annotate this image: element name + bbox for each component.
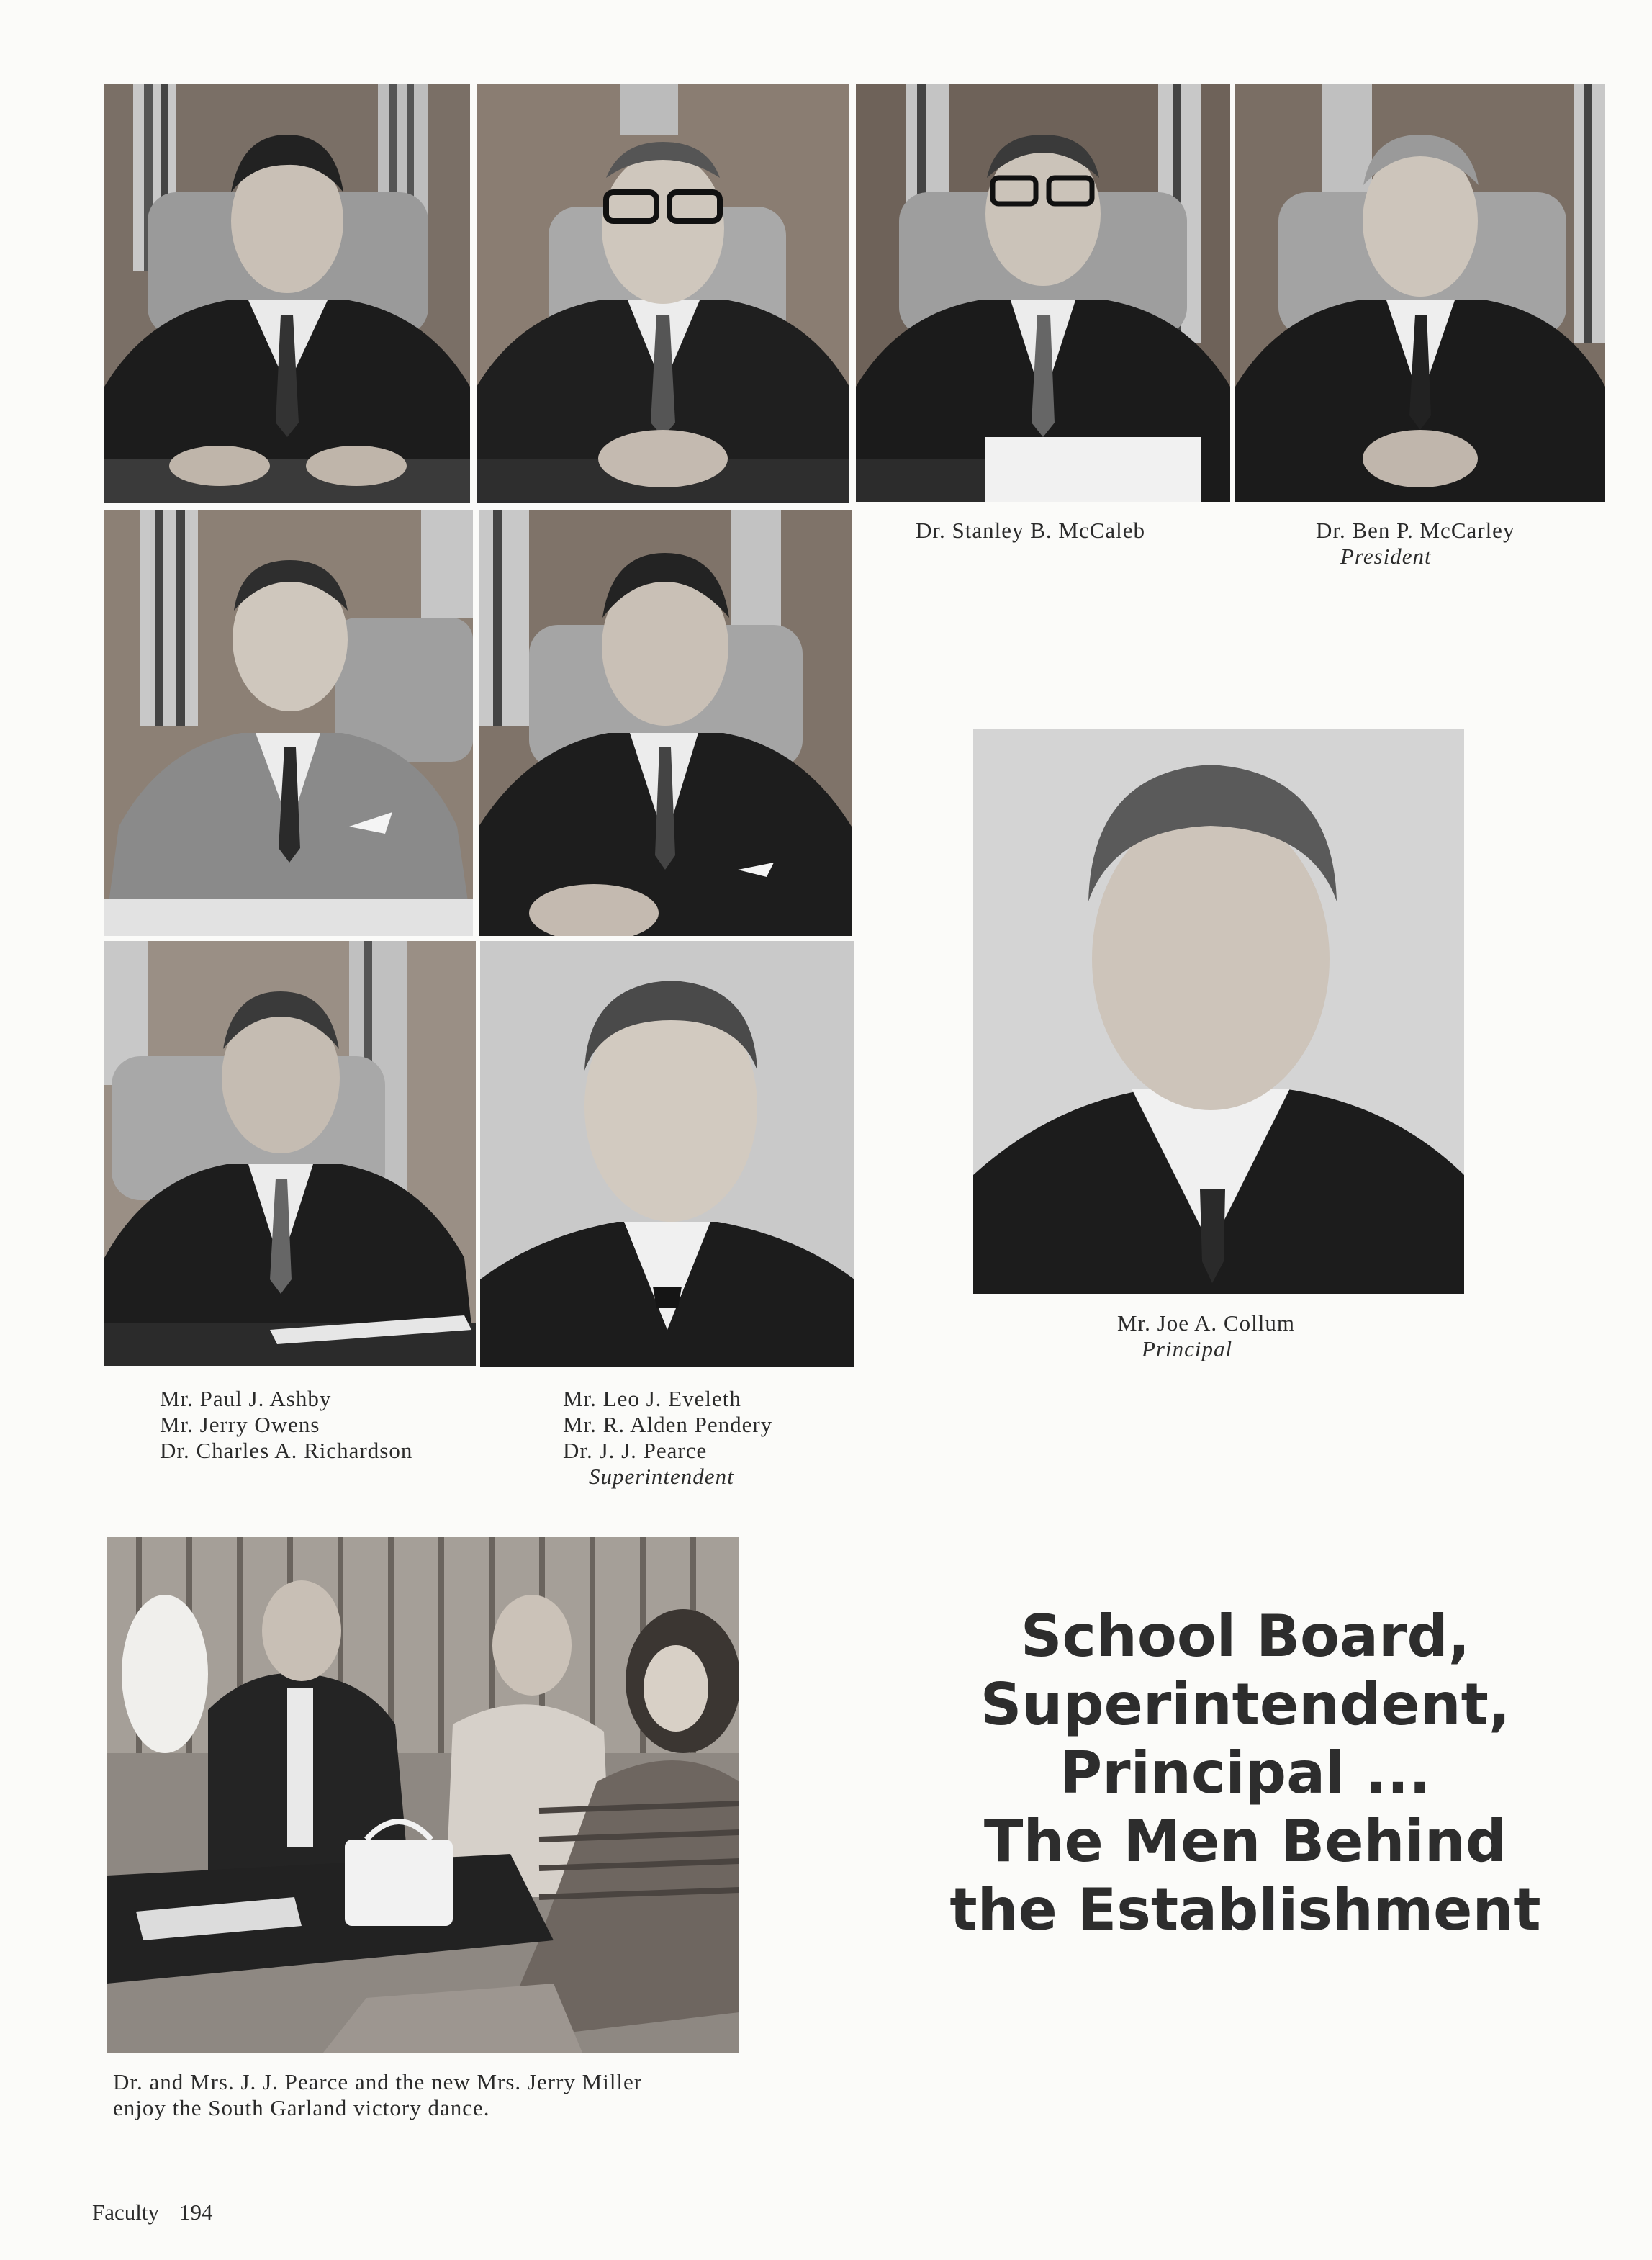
caption-mccarley-name: Dr. Ben P. McCarley <box>1316 518 1515 543</box>
caption-mccaleb <box>916 518 1145 544</box>
headline-line: the Establishment <box>949 1876 1541 1943</box>
caption-line: enjoy the South Garland victory dance. <box>113 2095 490 2120</box>
headline-line: School Board, <box>1020 1603 1471 1670</box>
caption-line: Mr. R. Alden Pendery <box>563 1412 773 1437</box>
headline-line: The Men Behind <box>983 1808 1507 1875</box>
caption-line: Mr. Jerry Owens <box>160 1412 320 1437</box>
headline-line: Principal ... <box>1060 1739 1431 1806</box>
caption-collum-name: Mr. Joe A. Collum <box>1117 1310 1295 1336</box>
caption-left-column <box>160 1386 412 1464</box>
caption-middle-column <box>563 1386 772 1490</box>
caption-mccaleb-name: Dr. Stanley B. McCaleb <box>916 518 1146 543</box>
caption-line: Mr. Leo J. Eveleth <box>563 1386 741 1411</box>
caption-collum <box>1117 1310 1295 1362</box>
caption-mccarley <box>1316 518 1515 569</box>
caption-line: Mr. Paul J. Ashby <box>160 1386 332 1411</box>
portrait-photo-ashby <box>104 84 470 503</box>
portrait-photo-pearce <box>480 941 854 1367</box>
portrait-photo-eveleth <box>479 510 852 936</box>
folio-section: Faculty <box>92 2200 159 2225</box>
portrait-photo-collum <box>973 729 1464 1294</box>
dance-photo <box>107 1537 739 2053</box>
portrait-photo-owens <box>477 84 849 503</box>
caption-collum-title: Principal <box>1142 1336 1233 1361</box>
portrait-photo-richardson-row <box>104 510 473 936</box>
caption-line: Dr. J. J. Pearce <box>563 1438 708 1463</box>
caption-mccarley-title: President <box>1340 544 1432 569</box>
portrait-photo-mccarley <box>1235 84 1605 502</box>
portrait-photo-pendery <box>104 941 476 1366</box>
caption-middle-title: Superintendent <box>589 1464 734 1489</box>
page-folio <box>92 2200 233 2225</box>
folio-page-number: 194 <box>179 2200 213 2225</box>
portrait-photo-mccaleb <box>856 84 1230 502</box>
page-headline <box>936 1602 1555 1944</box>
headline-line: Superintendent, <box>980 1671 1511 1738</box>
caption-line: Dr. and Mrs. J. J. Pearce and the new Mrs. Jerry Miller <box>113 2069 643 2094</box>
caption-dance-photo <box>113 2069 642 2121</box>
caption-line: Dr. Charles A. Richardson <box>160 1438 413 1463</box>
